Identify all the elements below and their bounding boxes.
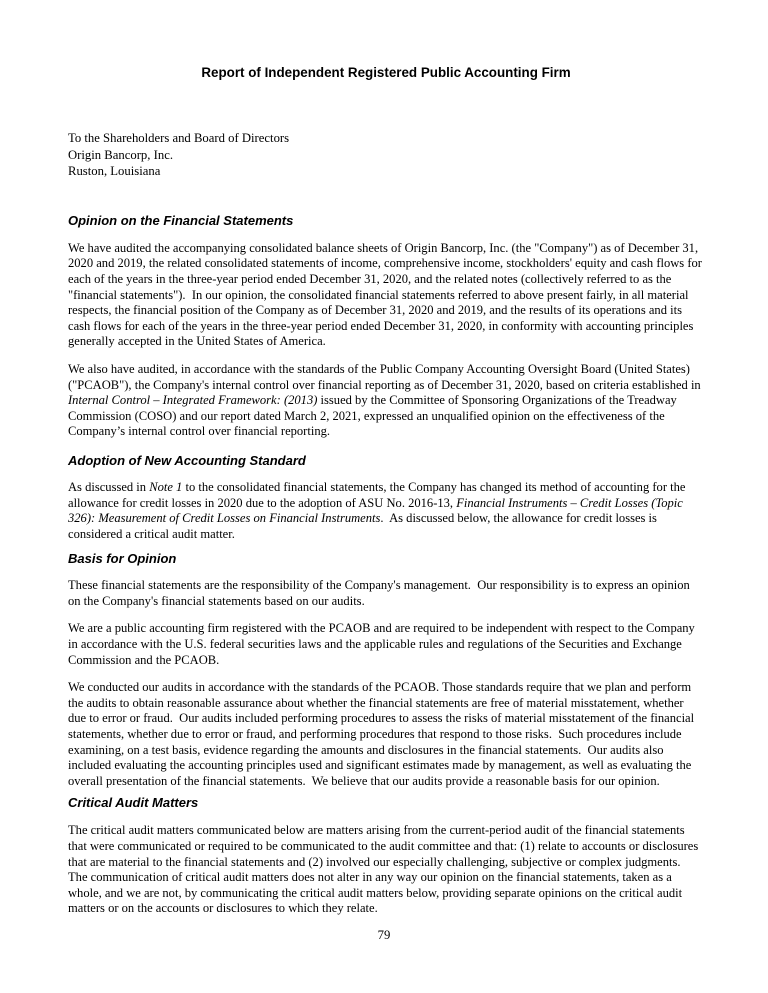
addressee-line-city: Ruston, Louisiana <box>68 164 161 179</box>
paragraph-basis-1: These financial statements are the responsibility of the Company's management. Our responsibility is to express an opinion on the Company's financial statements based on our audits. <box>68 578 693 608</box>
addressee-line-shareholders: To the Shareholders and Board of Directors <box>68 131 290 145</box>
section-heading-opinion: Opinion on the Financial Statements <box>68 212 294 228</box>
paragraph-opinion-2: We also have audited, in accordance with the standards of the Public Company Accounting Oversight Board (United States) ("PCAOB"), the Company's internal control over financial reporting as of December 31, 2020, based on criteria established in Internal Control – Integrated Framework: (2013) issued by the Committee of Sponsoring Organizations of the Treadway Commission (COSO) and our report dated March 2, 2021, expressed an unqualified opinion on the effectiveness of the Company’s internal control over financial reporting. <box>68 361 704 439</box>
section-heading-adoption: Adoption of New Accounting Standard <box>68 452 306 468</box>
section-heading-critical-audit-matters: Critical Audit Matters <box>68 795 199 811</box>
addressee-block <box>68 130 704 180</box>
paragraph-critical-audit-matters-1: The critical audit matters communicated below are matters arising from the current-period audit of the financial statements that were communicated or required to be communicated to the audit committee and that: (1) relate to accounts or disclosures that are material to the financial statements and (2) involved our especially challenging, subjective or complex judgments. The communication of critical audit matters does not alter in any way our opinion on the financial statements, taken as a whole, and we are not, by communicating the critical audit matters below, providing separate opinions on the critical audit matters or on the accounts or disclosures to which they relate. <box>68 823 702 916</box>
report-title: Report of Independent Registered Public Accounting Firm <box>201 65 571 80</box>
section-heading-basis: Basis for Opinion <box>68 551 177 567</box>
paragraph-basis-3: We conducted our audits in accordance with the standards of the PCAOB. Those standards require that we plan and perform the audits to obtain reasonable assurance about whether the financial statements are free of material misstatement, whether due to error or fraud. Our audits included performing procedures to assess the risks of material misstatement of the financial statements, whether due to error or fraud, and performing procedures that respond to those risks. Such procedures include examining, on a test basis, evidence regarding the amounts and disclosures in the financial statements. Our audits also included evaluating the accounting principles used and significant estimates made by management, as well as evaluating the overall presentation of the financial statements. We believe that our audits provide a reasonable basis for our opinion. <box>68 680 698 788</box>
addressee-line-company: Origin Bancorp, Inc. <box>68 147 173 162</box>
paragraph-opinion-1: We have audited the accompanying consolidated balance sheets of Origin Bancorp, Inc. (the "Company") as of December 31, 2020 and 2019, the related consolidated statements of income, comprehensive income, stockholders' equity and cash flows for each of the years in the three-year period ended December 31, 2020, and the related notes (collectively referred to as the "financial statements"). In our opinion, the consolidated financial statements referred to above present fairly, in all material respects, the financial position of the Company as of December 31, 2020 and 2019, and the results of its operations and its cash flows for each of the years in the three-year period ended December 31, 2020, in conformity with accounting principles generally accepted in the United States of America. <box>68 240 706 349</box>
page-number: 79 <box>377 928 391 942</box>
paragraph-adoption-1: As discussed in Note 1 to the consolidated financial statements, the Company has changed its method of accounting for the allowance for credit losses in 2020 due to the adoption of ASU No. 2016-13, Financial Instruments – Credit Losses (Topic 326): Measurement of Credit Losses on Financial Instruments. As discussed below, the allowance for credit losses is considered a critical audit matter. <box>68 479 689 541</box>
paragraph-basis-2: We are a public accounting firm registered with the PCAOB and are required to be independent with respect to the Company in accordance with the U.S. federal securities laws and the applicable rules and regulations of the Securities and Exchange Commission and the PCAOB. <box>68 621 698 667</box>
